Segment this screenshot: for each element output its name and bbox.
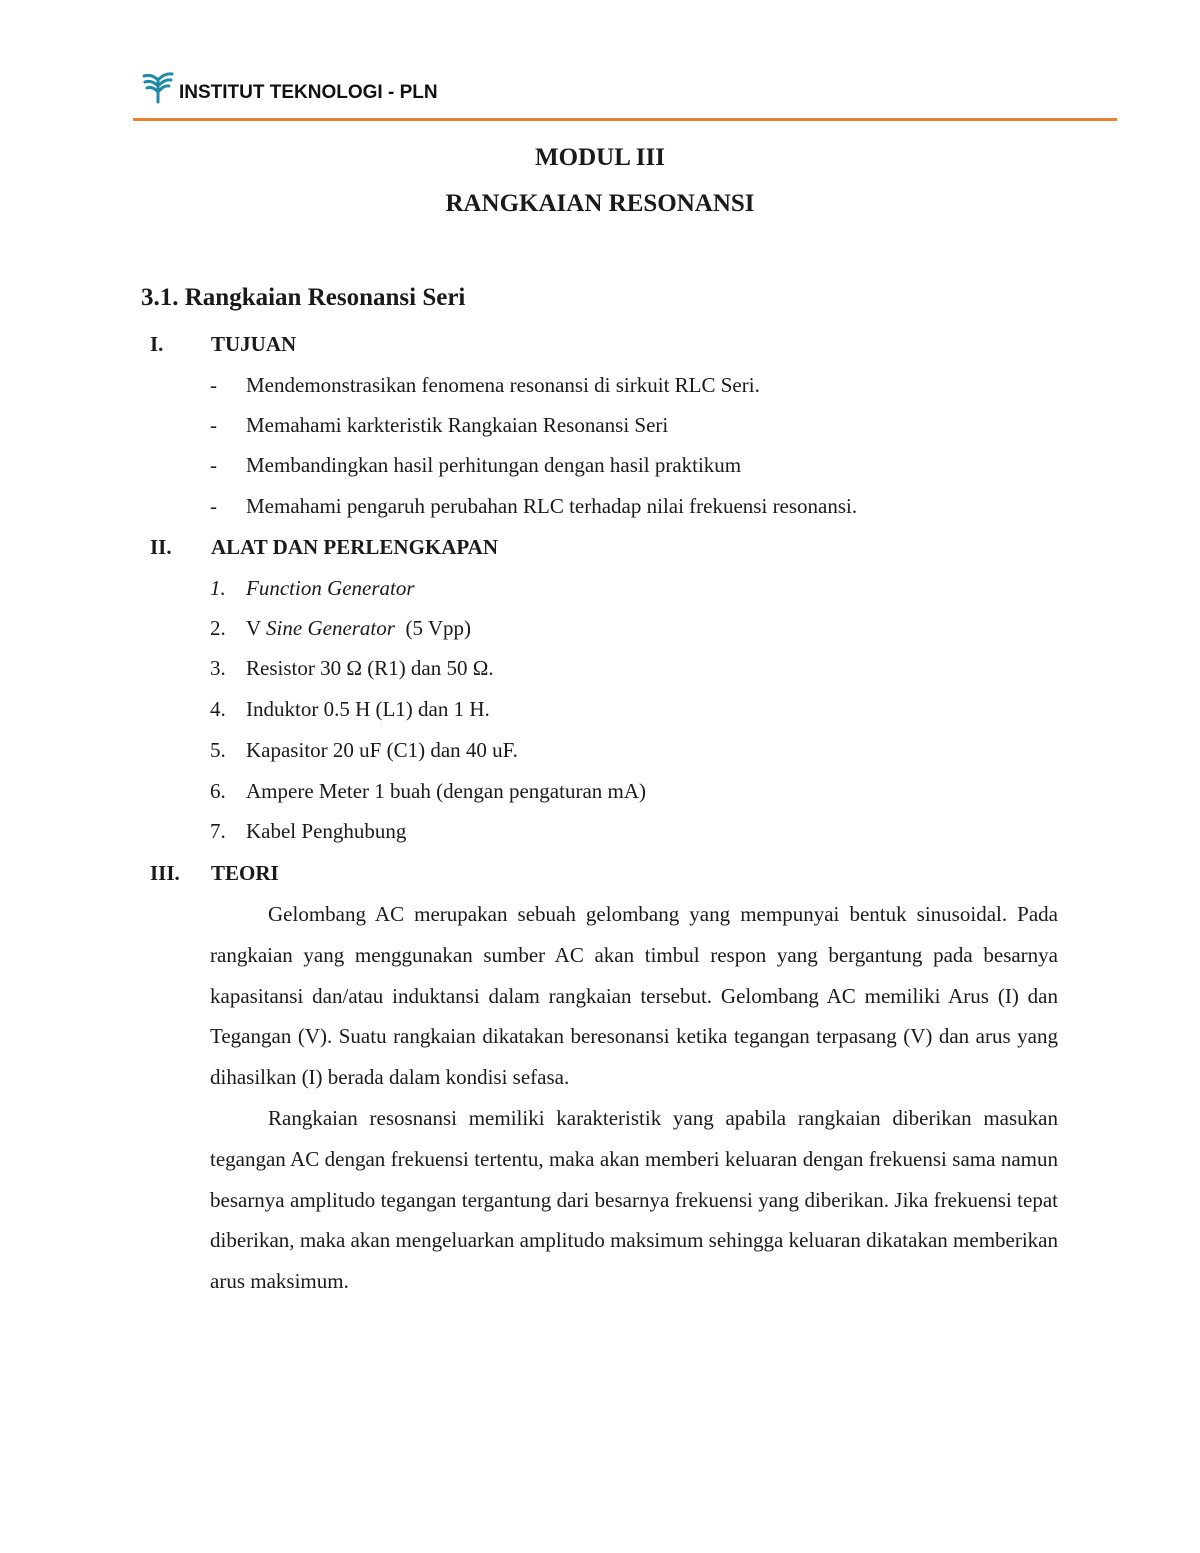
section-title: 3.1. Rangkaian Resonansi Seri xyxy=(141,284,466,311)
heading-label: ALAT DAN PERLENGKAPAN xyxy=(211,535,499,559)
number-marker: 3. xyxy=(210,656,226,680)
dash-marker: - xyxy=(210,494,217,518)
heading-number: I. xyxy=(150,332,164,356)
alat-item-text: Kabel Penghubung xyxy=(246,819,407,843)
teori-paragraph-2: Rangkaian resosnansi memiliki karakteristik yang apabila rangkaian diberikan masukan tegangan AC dengan frekuensi tertentu, maka akan memberi keluaran dengan frekuensi sama namun besarnya amplitudo tegangan tergantung dari besarnya frekuensi yang diberikan. Jika frekuensi tepat diberikan, maka akan mengeluarkan amplitudo maksimum sehingga keluaran dikatakan memberikan arus maksimum. xyxy=(210,1106,1058,1294)
heading-number: II. xyxy=(150,535,172,559)
alat-item-text: Function Generator xyxy=(246,576,415,600)
page-header xyxy=(141,70,541,110)
book-logo-icon xyxy=(141,70,175,104)
module-subtitle: RANGKAIAN RESONANSI xyxy=(445,190,755,217)
alat-item-text: Kapasitor 20 uF (C1) dan 40 uF. xyxy=(246,738,518,762)
heading-label: TUJUAN xyxy=(211,332,297,356)
dash-marker: - xyxy=(210,373,217,397)
number-marker: 2. xyxy=(210,616,226,640)
tujuan-item-text: Memahami karkteristik Rangkaian Resonansi Seri xyxy=(246,413,669,437)
alat-item-text: Resistor 30 Ω (R1) dan 50 Ω. xyxy=(246,656,494,680)
heading-label: TEORI xyxy=(211,861,279,885)
number-marker: 6. xyxy=(210,779,226,803)
teori-paragraph-1: Gelombang AC merupakan sebuah gelombang yang mempunyai bentuk sinusoidal. Pada rangkaian yang menggunakan sumber AC akan timbul respon yang bergantung pada besarnya kapasitansi dan/atau induktansi dalam rangkaian tersebut. Gelombang AC memiliki Arus (I) dan Tegangan (V). Suatu rangkaian dikatakan beresonansi ketika tegangan terpasang (V) dan arus yang dihasilkan (I) berada dalam kondisi sefasa. xyxy=(210,902,1058,1090)
institution-name: INSTITUT TEKNOLOGI - PLN xyxy=(179,82,438,103)
alat-item-text: V Sine Generator (5 Vpp) xyxy=(246,616,471,640)
number-marker: 4. xyxy=(210,697,226,721)
tujuan-item-text: Membandingkan hasil perhitungan dengan hasil praktikum xyxy=(246,453,742,477)
tujuan-item-text: Memahami pengaruh perubahan RLC terhadap nilai frekuensi resonansi. xyxy=(246,494,858,518)
number-marker: 1. xyxy=(210,576,226,600)
tujuan-item-text: Mendemonstrasikan fenomena resonansi di sirkuit RLC Seri. xyxy=(246,373,760,397)
module-title: MODUL III xyxy=(535,144,665,171)
number-marker: 5. xyxy=(210,738,226,762)
dash-marker: - xyxy=(210,413,217,437)
header-rule xyxy=(133,118,1117,121)
heading-number: III. xyxy=(150,861,180,885)
alat-item-text: Ampere Meter 1 buah (dengan pengaturan mA) xyxy=(246,779,647,803)
alat-item-text: Induktor 0.5 H (L1) dan 1 H. xyxy=(246,697,490,721)
dash-marker: - xyxy=(210,453,217,477)
number-marker: 7. xyxy=(210,819,226,843)
